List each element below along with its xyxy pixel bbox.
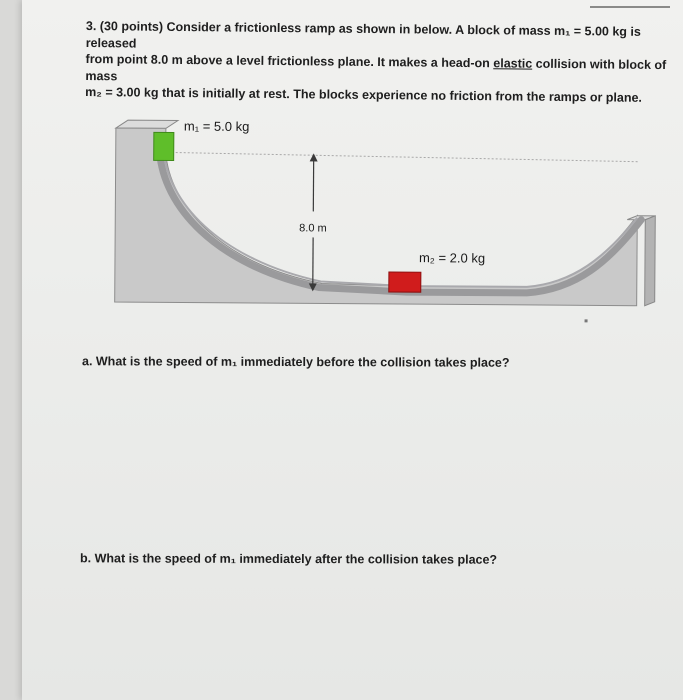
right-side-face xyxy=(645,216,656,306)
ramp-diagram xyxy=(106,112,668,336)
height-arrow-head-up xyxy=(310,153,318,161)
block-m2 xyxy=(389,272,421,292)
base-mark xyxy=(585,319,588,322)
question-line-1: 3. (30 points) Consider a frictionless ramp as shown in below. A block of mass m₁ = 5.00 kg is released xyxy=(85,18,645,51)
m1-label: m₁ = 5.0 kg xyxy=(183,118,250,134)
question-line-3: m₂ = 3.00 kg that is initially at rest. The blocks experience no friction from the ramps or plane. xyxy=(85,84,643,105)
part-a-question: a. What is the speed of m₁ immediately before the collision takes place? xyxy=(81,354,510,370)
m2-label: m₂ = 2.0 kg xyxy=(418,250,486,266)
question-line-2: from point 8.0 m above a level frictionless plane. It makes a head-on elastic collision with block of mass xyxy=(85,51,670,83)
elastic-word: elastic xyxy=(493,56,533,71)
question-text xyxy=(85,18,676,107)
left-platform-top xyxy=(116,120,178,128)
height-reference-line xyxy=(172,152,638,161)
block-m1 xyxy=(154,132,174,160)
page-top-rule xyxy=(590,6,670,8)
question-number: 3. xyxy=(85,18,97,34)
part-b-question: b. What is the speed of m₁ immediately after the collision takes place? xyxy=(79,551,498,567)
height-label: 8.0 m xyxy=(299,222,327,235)
